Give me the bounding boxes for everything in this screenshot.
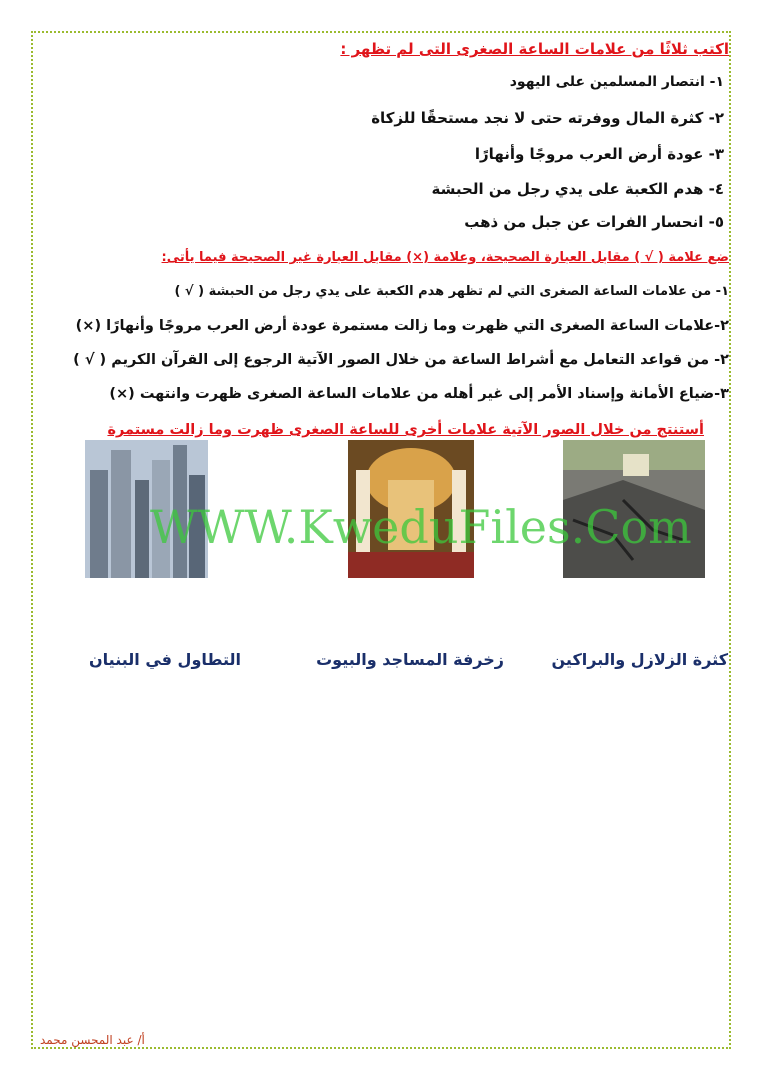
q1-item-2: ٢- كثرة المال ووفرته حتى لا نجد مستحقًا للزكاة xyxy=(371,109,724,127)
q1-item-1: ١- انتصار المسلمين على اليهود xyxy=(509,74,724,90)
q2-item-1: ١- من علامات الساعة الصغرى التي لم تظهر هدم الكعبة على يدي رجل من الحبشة ( √ ) xyxy=(174,284,729,299)
caption-decoration: زخرفة المساجد والبيوت xyxy=(316,650,504,669)
caption-tall-buildings: التطاول في البنيان xyxy=(89,650,241,669)
q2-item-3: ٢- من قواعد التعامل مع أشراط الساعة من خلال الصور الآتية الرجوع إلى القرآن الكريم ( √ ) xyxy=(73,352,729,368)
q2-heading: ضع علامة ( √ ) مقابل العبارة الصحيحة، وعلامة (×) مقابل العبارة غير الصحيحة فيما يأتى: xyxy=(161,250,729,265)
q1-item-3: ٣- عودة أرض العرب مروجًا وأنهارًا xyxy=(474,145,724,163)
q3-heading: أستنتج من خلال الصور الآتية علامات أخرى للساعة الصغرى ظهرت وما زالت مستمرة xyxy=(107,422,704,438)
q2-item-4: ٣-ضياع الأمانة وإسناد الأمر إلى غير أهله من علامات الساعة الصغرى ظهرت وانتهت (×) xyxy=(109,386,729,402)
q2-item-2: ٢-علامات الساعة الصغرى التي ظهرت وما زالت مستمرة عودة أرض العرب مروجًا وأنهارًا (×) xyxy=(75,318,729,334)
caption-earthquakes: كثرة الزلازل والبراكين xyxy=(551,650,728,669)
watermark: WWW.KweduFiles.Com xyxy=(150,500,692,554)
q1-heading: اكتب ثلاثًا من علامات الساعة الصغرى التى لم تظهر : xyxy=(340,40,729,58)
teacher-signature: أ/ عبد المحسن محمد xyxy=(40,1033,145,1047)
q1-item-5: ٥- انحسار الفرات عن جبل من ذهب xyxy=(464,213,724,231)
q1-item-4: ٤- هدم الكعبة على يدي رجل من الحبشة xyxy=(431,180,724,198)
